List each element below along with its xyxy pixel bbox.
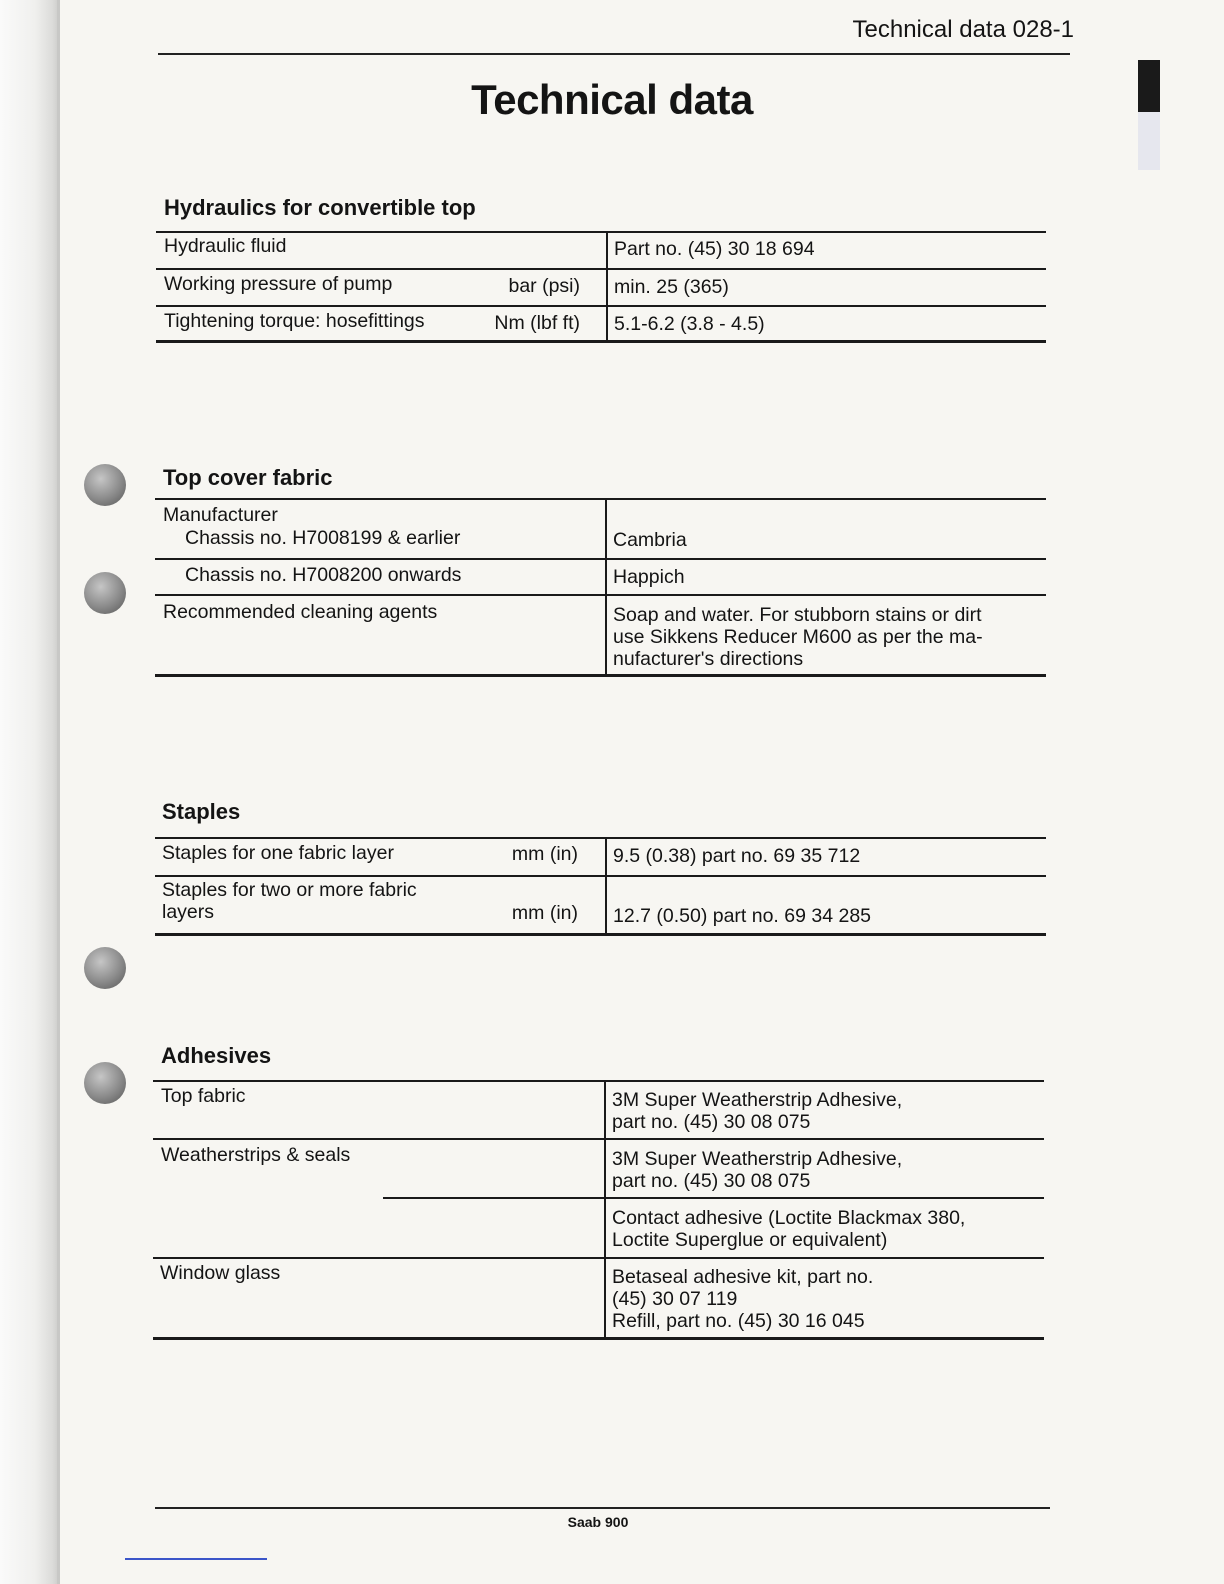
row-value-line: Betaseal adhesive kit, part no.	[612, 1266, 874, 1288]
table-rule	[153, 1138, 1044, 1140]
row-value-line: nufacturer's directions	[613, 648, 804, 670]
row-unit: mm (in)	[511, 902, 578, 924]
row-value-line: (45) 30 07 119	[612, 1288, 738, 1310]
row-label: Chassis no. H7008199 & earlier	[185, 527, 461, 549]
row-unit: Nm (lbf ft)	[494, 312, 580, 334]
row-value-line: 3M Super Weatherstrip Adhesive,	[612, 1148, 903, 1170]
row-value-line: Refill, part no. (45) 30 16 045	[612, 1310, 865, 1332]
row-label: Hydraulic fluid	[164, 235, 287, 257]
page-header-ref: Technical data 028-1	[852, 16, 1074, 43]
row-label: Recommended cleaning agents	[163, 601, 438, 623]
row-label: Working pressure of pump	[164, 273, 393, 295]
row-label: Chassis no. H7008200 onwards	[185, 564, 462, 586]
table-rule	[155, 594, 1046, 596]
section-title-staples: Staples	[162, 799, 241, 824]
row-value: Happich	[613, 566, 685, 588]
section-title-hydraulics: Hydraulics for convertible top	[164, 195, 476, 220]
table-rule	[156, 268, 1046, 270]
table-rule	[155, 875, 1046, 877]
header-rule	[158, 53, 1070, 55]
punch-hole	[84, 947, 126, 989]
row-value: 5.1-6.2 (3.8 - 4.5)	[614, 313, 765, 335]
row-value: 9.5 (0.38) part no. 69 35 712	[613, 845, 861, 867]
row-value-line: Soap and water. For stubborn stains or dirt	[613, 604, 982, 626]
row-unit: bar (psi)	[508, 275, 580, 297]
punch-hole	[84, 1062, 126, 1104]
section-title-adhesives: Adhesives	[161, 1043, 272, 1068]
table-rule	[156, 305, 1046, 307]
table-rule	[156, 231, 1046, 233]
punch-hole	[84, 464, 126, 506]
row-value-line: part no. (45) 30 08 075	[612, 1170, 811, 1192]
binding-line	[57, 0, 60, 1584]
page-title: Technical data	[471, 76, 753, 123]
row-label: Top fabric	[161, 1085, 246, 1107]
punch-hole	[84, 572, 126, 614]
row-value-line: part no. (45) 30 08 075	[612, 1111, 811, 1133]
row-value-line: 3M Super Weatherstrip Adhesive,	[612, 1089, 903, 1111]
footer-rule	[155, 1507, 1050, 1509]
row-label: Window glass	[160, 1262, 281, 1284]
table-rule	[153, 1080, 1044, 1082]
row-value-line: Contact adhesive (Loctite Blackmax 380,	[612, 1207, 966, 1229]
binding-edge	[0, 0, 58, 1584]
row-value-line: use Sikkens Reducer M600 as per the ma-	[613, 626, 983, 648]
table-rule	[153, 1257, 1044, 1259]
row-label-line: Staples for two or more fabric	[162, 879, 417, 901]
table-rule	[155, 933, 1046, 936]
row-value: Cambria	[613, 529, 687, 551]
column-divider	[606, 231, 608, 342]
row-value: 12.7 (0.50) part no. 69 34 285	[613, 905, 872, 927]
table-rule	[383, 1197, 1044, 1199]
table-rule	[155, 674, 1046, 677]
table-rule	[156, 340, 1046, 343]
section-title-top-cover: Top cover fabric	[163, 465, 333, 490]
table-rule	[155, 498, 1046, 500]
row-unit: mm (in)	[511, 843, 578, 865]
row-label: Tightening torque: hosefittings	[164, 310, 425, 332]
table-rule	[153, 1337, 1044, 1340]
row-value-line: Loctite Superglue or equivalent)	[612, 1229, 888, 1251]
row-value: min. 25 (365)	[614, 276, 729, 298]
row-value: Part no. (45) 30 18 694	[614, 238, 815, 260]
page-footer: Saab 900	[567, 1514, 629, 1530]
column-divider	[605, 837, 607, 935]
row-label-line: layers	[162, 901, 215, 923]
table-rule	[155, 558, 1046, 560]
margin-mark	[125, 1558, 267, 1560]
manufacturer-label: Manufacturer	[163, 504, 278, 526]
row-label: Weatherstrips & seals	[161, 1144, 351, 1166]
row-label: Staples for one fabric layer	[162, 842, 394, 864]
table-rule	[155, 837, 1046, 839]
column-divider	[604, 1080, 606, 1339]
column-divider	[605, 498, 607, 676]
